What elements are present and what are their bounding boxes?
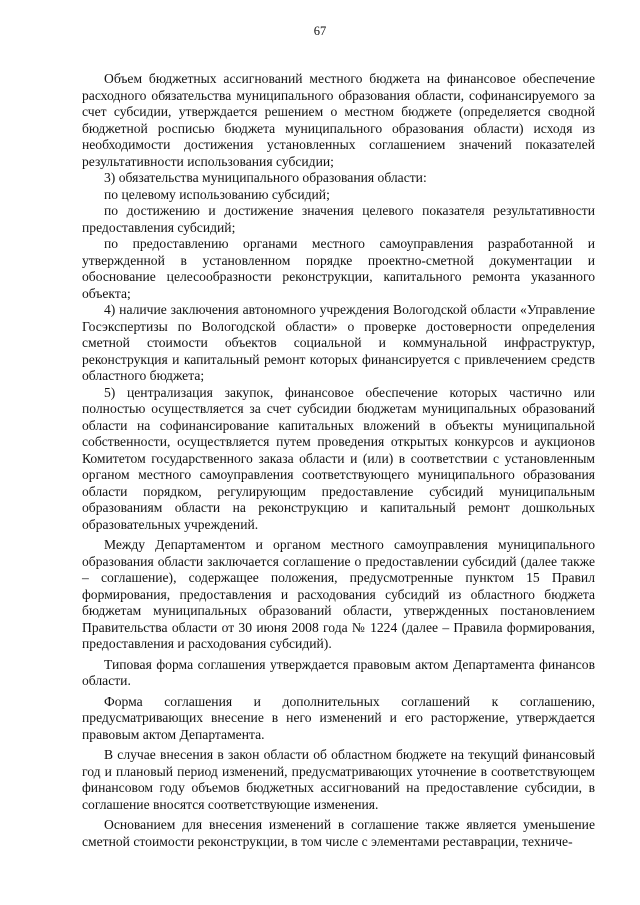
- paragraph-target-use: по целевому использованию субсидий;: [104, 186, 330, 202]
- paragraph-item-3: 3) обязательства муниципального образования области:: [104, 170, 427, 185]
- page-body: [82, 71, 595, 850]
- paragraph-budget-volume: Объем бюджетных ассигнований местного бюджета на финансовое обеспечение расходного обязательства муниципального образования области, софинансируемого за счет субсидии, утверждается решением о местном бюджете (определяется сводной бюджетной росписью бюджета муниципального образования области) исходя из необходимости достижения установленных соглашением значений показателей результативности использования субсидии;: [82, 71, 595, 169]
- page-number: 67: [313, 24, 327, 38]
- paragraph-standard-form: Типовая форма соглашения утверждается правовым актом Департамента финансов области.: [82, 656, 595, 688]
- paragraph-target-indicator: по достижению и достижение значения целевого показателя результативности предоставления субсидий;: [82, 203, 595, 235]
- paragraph-additional-agreements: Форма соглашения и дополнительных соглашений к соглашению, предусматривающих внесение в него изменений и его расторжение, утверждается правовым актом Департамента.: [82, 693, 595, 742]
- paragraph-agreement: Между Департаментом и органом местного самоуправления муниципального образования области заключается соглашение о предоставлении субсидий (далее также – соглашение), содержащее положения, предусмотренные пунктом 15 Правил формирования, предоставления и расходования субсидий из областного бюджета бюджетам муниципальных образований области, утвержденных постановлением Правительства области от 30 июня 2008 года № 1224 (далее – Правила формирования, предоставления и расходования субсидий).: [82, 537, 595, 651]
- paragraph-law-changes: В случае внесения в закон области об областном бюджете на текущий финансовый год и плановый период изменений, предусматривающих уточнение в соответствующем финансовом году объемов бюджетных ассигнований на предоставление субсидии, в соглашение вносятся соответствующие изменения.: [82, 747, 595, 812]
- paragraph-item-4: 4) наличие заключения автономного учреждения Вологодской области «Управление Госэкспертизы по Вологодской области» о проверке достоверности определения сметной стоимости объектов социальной и коммунальной инфраструктур, реконструкция и капитальный ремонт которых финансируется с привлечением средств областного бюджета;: [82, 302, 595, 383]
- paragraph-design-documentation: по предоставлению органами местного самоуправления разработанной и утвержденной в установленном порядке проектно-сметной документации и обоснование целесообразности реконструкции, капитального ремонта указанного объекта;: [82, 236, 595, 301]
- paragraph-item-5: 5) централизация закупок, финансовое обеспечение которых частично или полностью осуществляется за счет субсидии бюджетам муниципальных образований области на софинансирование капитальных вложений в объекты муниципальной собственности, осуществляется путем проведения открытых конкурсов и аукционов Комитетом государственного заказа области и (или) в соответствии с установленным органом местного самоуправления соответствующего муниципального образования области порядком, регулирующим предоставление субсидий муниципальным образованиям области на реконструкцию и капитальный ремонт дошкольных образовательных учреждений.: [82, 384, 595, 532]
- paragraph-grounds-for-changes: Основанием для внесения изменений в соглашение также является уменьшение сметной стоимости реконструкции, в том числе с элементами реставрации, техниче-: [82, 817, 595, 849]
